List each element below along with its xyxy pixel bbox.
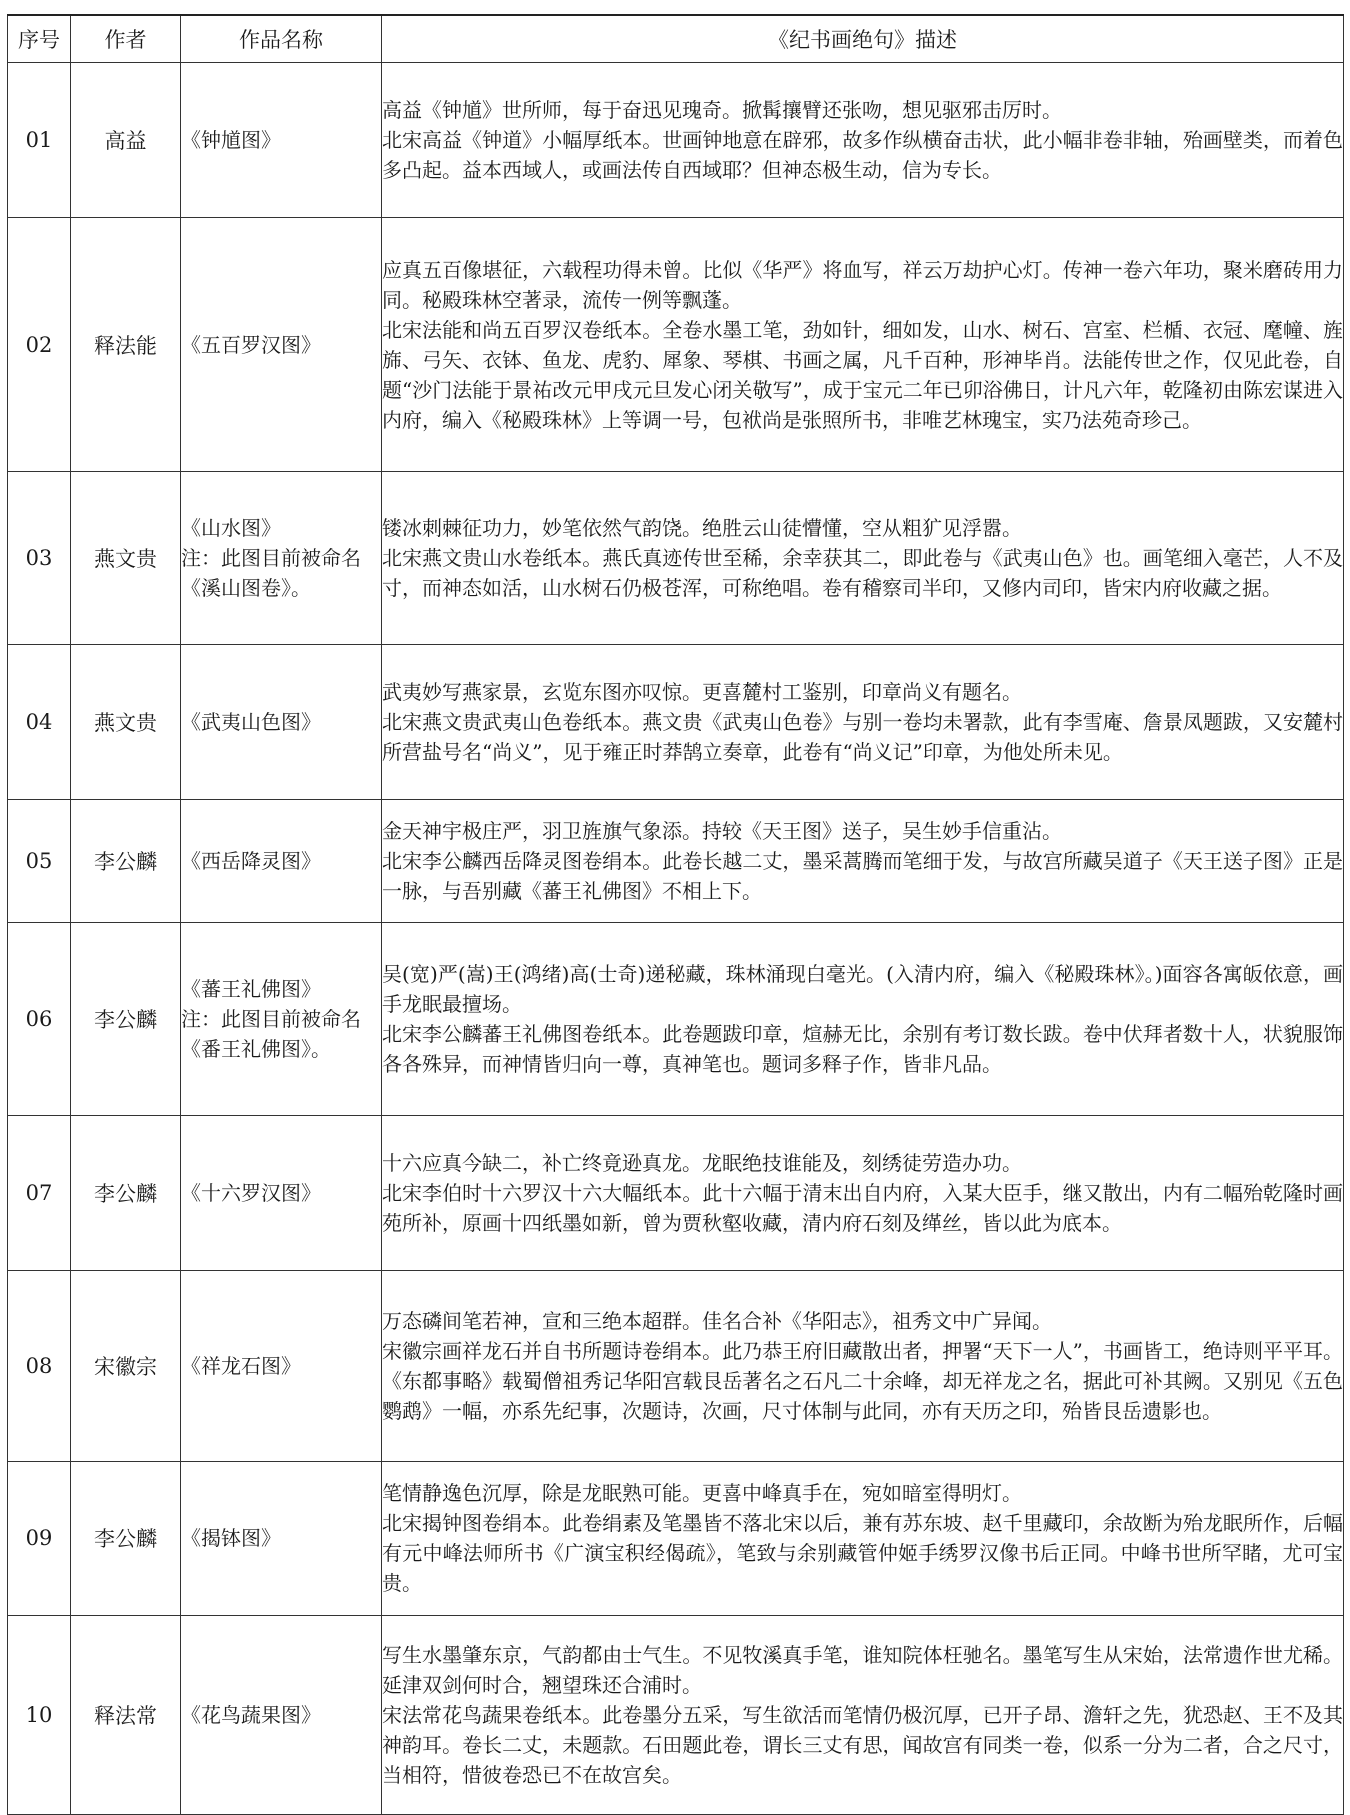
description-cell bbox=[382, 1270, 1344, 1461]
description-paragraph: 北宋李伯时十六罗汉十六大幅纸本。此十六幅于清末出自内府，入某大臣手，继又散出，内有二幅殆乾隆时画苑所补，原画十四纸墨如新，曾为贾秋壑收藏，清内府石刻及缂丝，皆以此为底本。 bbox=[382, 1180, 1343, 1235]
description-paragraph: 宋徽宗画祥龙石并自书所题诗卷绢本。此乃恭王府旧藏散出者，押署“天下一人”，书画皆工，绝诗则平平耳。《东都事略》载蜀僧祖秀记华阳宫载艮岳著名之石凡二十余峰，却无祥龙之名，据此可补其阙。又别见《五色鹦鹉》一幅，亦系先纪事，次题诗，次画，尺寸体制与此同，亦有天历之印，殆皆艮岳遗影也。 bbox=[382, 1338, 1343, 1423]
description-paragraph: 北宋李公麟蕃王礼佛图卷纸本。此卷题跋印章，煊赫无比，余别有考订数长跋。卷中伏拜者数十人，状貌服饰各各殊异，而神情皆归向一尊，真神笔也。题词多释子作，皆非凡品。 bbox=[382, 1022, 1343, 1076]
description-paragraph: 万态磷间笔若神，宣和三绝本超群。佳名合补《华阳志》，祖秀文中广异闻。 bbox=[382, 1308, 1052, 1333]
description-paragraph: 北宋李公麟西岳降灵图卷绢本。此卷长越二丈，墨采蒿腾而笔细于发，与故宫所藏吴道子《天王送子图》正是一脉，与吾别藏《蕃王礼佛图》不相上下。 bbox=[382, 849, 1343, 904]
header-row bbox=[8, 15, 1344, 63]
header-seq: 序号 bbox=[8, 15, 71, 63]
seq-cell: 05 bbox=[8, 800, 71, 923]
description-paragraph: 北宋燕文贵山水卷纸本。燕氏真迹传世至稀，余幸获其二，即此卷与《武夷山色》也。画笔细入毫芒，人不及寸，而神态如活，山水树石仍极苍浑，可称绝唱。卷有稽察司半印，又修内司印，皆宋内府收藏之据。 bbox=[382, 546, 1343, 601]
artwork-note: 注：此图目前被命名《溪山图卷》。 bbox=[181, 546, 361, 601]
table-row bbox=[8, 645, 1344, 800]
description-cell bbox=[382, 645, 1344, 800]
table-row bbox=[8, 800, 1344, 923]
author-cell: 释法能 bbox=[71, 218, 181, 472]
description-paragraph: 写生水墨肇东京，气韵都由士气生。不见牧溪真手笔，谁知院体枉驰名。墨笔写生从宋始，法常遗作世尤稀。延津双剑何时合，翘望珠还合浦时。 bbox=[382, 1642, 1343, 1697]
title-cell bbox=[181, 800, 382, 923]
artwork-title: 《武夷山色图》 bbox=[181, 710, 321, 735]
artwork-title: 《五百罗汉图》 bbox=[181, 332, 321, 357]
description-paragraph: 北宋法能和尚五百罗汉卷纸本。全卷水墨工笔，劲如针，细如发，山水、树石、宫室、栏楯、衣冠、麾幢、旌旆、弓矢、衣钵、鱼龙、虎豹、犀象、琴棋、书画之属，凡千百种，形神毕肖。法能传世之作，仅见此卷，自题“沙门法能于景祐改元甲戌元旦发心闭关敬写”，成于宝元二年已卯浴佛日，计凡六年，乾隆初由陈宏谋进入内府，编入《秘殿珠林》上等调一号，包袱尚是张照所书，非唯艺林瑰宝，实乃法苑奇珍己。 bbox=[382, 317, 1343, 432]
artwork-title: 《十六罗汉图》 bbox=[181, 1180, 321, 1205]
seq-cell: 07 bbox=[8, 1115, 71, 1270]
artwork-note: 注：此图目前被命名《番王礼佛图》。 bbox=[181, 1007, 361, 1061]
description-paragraph: 北宋揭钟图卷绢本。此卷绢素及笔墨皆不落北宋以后，兼有苏东坡、赵千里藏印，余故断为殆龙眠所作，后幅有元中峰法师所书《广演宝积经偈疏》，笔致与余别藏管仲姬手绣罗汉像书后正同。中峰书世所罕睹，尤可宝贵。 bbox=[382, 1511, 1343, 1596]
description-paragraph: 笔情静逸色沉厚，除是龙眠熟可能。更喜中峰真手在，宛如暗室得明灯。 bbox=[382, 1481, 1022, 1506]
description-paragraph: 应真五百像堪征，六载程功得未曾。比似《华严》将血写，祥云万劫护心灯。传神一卷六年功，聚米磨砖用力同。秘殿珠林空著录，流传一例等飘蓬。 bbox=[382, 257, 1343, 312]
seq-cell: 01 bbox=[8, 63, 71, 218]
description-paragraph: 高益《钟馗》世所师，每于奋迅见瑰奇。掀髯攘臂还张吻，想见驱邪击厉时。 bbox=[382, 98, 1062, 123]
author-cell: 李公麟 bbox=[71, 923, 181, 1115]
seq-cell: 10 bbox=[8, 1615, 71, 1814]
description-paragraph: 武夷妙写燕家景，玄览东图亦叹惊。更喜麓村工鉴别，印章尚义有题名。 bbox=[382, 680, 1022, 705]
header-author: 作者 bbox=[71, 15, 181, 63]
author-cell: 李公麟 bbox=[71, 1115, 181, 1270]
description-cell bbox=[382, 1461, 1344, 1615]
artwork-title: 《祥龙石图》 bbox=[181, 1353, 301, 1378]
description-paragraph: 北宋高益《钟道》小幅厚纸本。世画钟地意在辟邪，故多作纵横奋击状，此小幅非卷非轴，殆画壁类，而着色多凸起。益本西域人，或画法传自西域耶？但神态极生动，信为专长。 bbox=[382, 128, 1343, 183]
title-cell bbox=[181, 1270, 382, 1461]
artwork-title: 《山水图》 bbox=[181, 516, 281, 541]
description-cell bbox=[382, 472, 1344, 645]
artwork-title: 《蕃王礼佛图》 bbox=[181, 977, 321, 1001]
description-paragraph: 宋法常花鸟蔬果卷纸本。此卷墨分五采，写生欲活而笔情仍极沉厚，已开子昂、澹轩之先，犹恐赵、王不及其神韵耳。卷长二丈，未题款。石田题此卷，谓长三丈有思，闻故宫有同类一卷，似系一分为二者，合之尺寸，当相符，惜彼卷恐已不在故宫矣。 bbox=[382, 1702, 1343, 1787]
author-cell: 李公麟 bbox=[71, 800, 181, 923]
description-cell bbox=[382, 218, 1344, 472]
title-cell bbox=[181, 1115, 382, 1270]
description-cell bbox=[382, 923, 1344, 1115]
table-row bbox=[8, 1115, 1344, 1270]
author-cell: 燕文贵 bbox=[71, 472, 181, 645]
seq-cell: 06 bbox=[8, 923, 71, 1115]
artwork-table bbox=[7, 14, 1344, 1815]
table-body bbox=[8, 63, 1344, 1815]
description-cell bbox=[382, 1115, 1344, 1270]
title-cell bbox=[181, 923, 382, 1115]
table-row bbox=[8, 63, 1344, 218]
seq-cell: 04 bbox=[8, 645, 71, 800]
author-cell: 李公麟 bbox=[71, 1461, 181, 1615]
seq-cell: 09 bbox=[8, 1461, 71, 1615]
title-cell bbox=[181, 472, 382, 645]
table-row bbox=[8, 218, 1344, 472]
artwork-title: 《西岳降灵图》 bbox=[181, 849, 321, 874]
title-cell bbox=[181, 645, 382, 800]
description-paragraph: 吴(宽)严(嵩)王(鸿绪)高(士奇)递秘藏，珠林涌现白毫光。(入清内府，编入《秘殿珠林》。)面容各寓皈依意，画手龙眠最擅场。 bbox=[382, 962, 1343, 1016]
author-cell: 释法常 bbox=[71, 1615, 181, 1814]
description-cell bbox=[382, 63, 1344, 218]
author-cell: 宋徽宗 bbox=[71, 1270, 181, 1461]
table-row bbox=[8, 1615, 1344, 1814]
artwork-title: 《揭钵图》 bbox=[181, 1526, 281, 1551]
seq-cell: 02 bbox=[8, 218, 71, 472]
title-cell bbox=[181, 1615, 382, 1814]
description-paragraph: 北宋燕文贵武夷山色卷纸本。燕文贵《武夷山色卷》与别一卷均未署款，此有李雪庵、詹景凤题跋，又安麓村所营盐号名“尚义”，见于雍正时莽鹄立奏章，此卷有“尚义记”印章，为他处所未见。 bbox=[382, 710, 1343, 765]
description-paragraph: 金天神宇极庄严，羽卫旌旗气象添。持较《天王图》送子，吴生妙手信重沾。 bbox=[382, 819, 1062, 844]
table-row bbox=[8, 1461, 1344, 1615]
table-row bbox=[8, 923, 1344, 1115]
description-paragraph: 十六应真今缺二，补亡终竟逊真龙。龙眠绝技谁能及，刻绣徒劳造办功。 bbox=[382, 1150, 1022, 1175]
header-description: 《纪书画绝句》描述 bbox=[382, 15, 1344, 63]
description-paragraph: 镂冰刺棘征功力，妙笔依然气韵饶。绝胜云山徒懵懂，空从粗犷见浮嚣。 bbox=[382, 516, 1022, 541]
author-cell: 高益 bbox=[71, 63, 181, 218]
seq-cell: 08 bbox=[8, 1270, 71, 1461]
artwork-title: 《钟馗图》 bbox=[181, 128, 281, 153]
table-row bbox=[8, 472, 1344, 645]
title-cell bbox=[181, 63, 382, 218]
artwork-title: 《花鸟蔬果图》 bbox=[181, 1702, 321, 1727]
description-cell bbox=[382, 800, 1344, 923]
title-cell bbox=[181, 1461, 382, 1615]
description-cell bbox=[382, 1615, 1344, 1814]
table-row bbox=[8, 1270, 1344, 1461]
title-cell bbox=[181, 218, 382, 472]
author-cell: 燕文贵 bbox=[71, 645, 181, 800]
header-title: 作品名称 bbox=[181, 15, 382, 63]
seq-cell: 03 bbox=[8, 472, 71, 645]
